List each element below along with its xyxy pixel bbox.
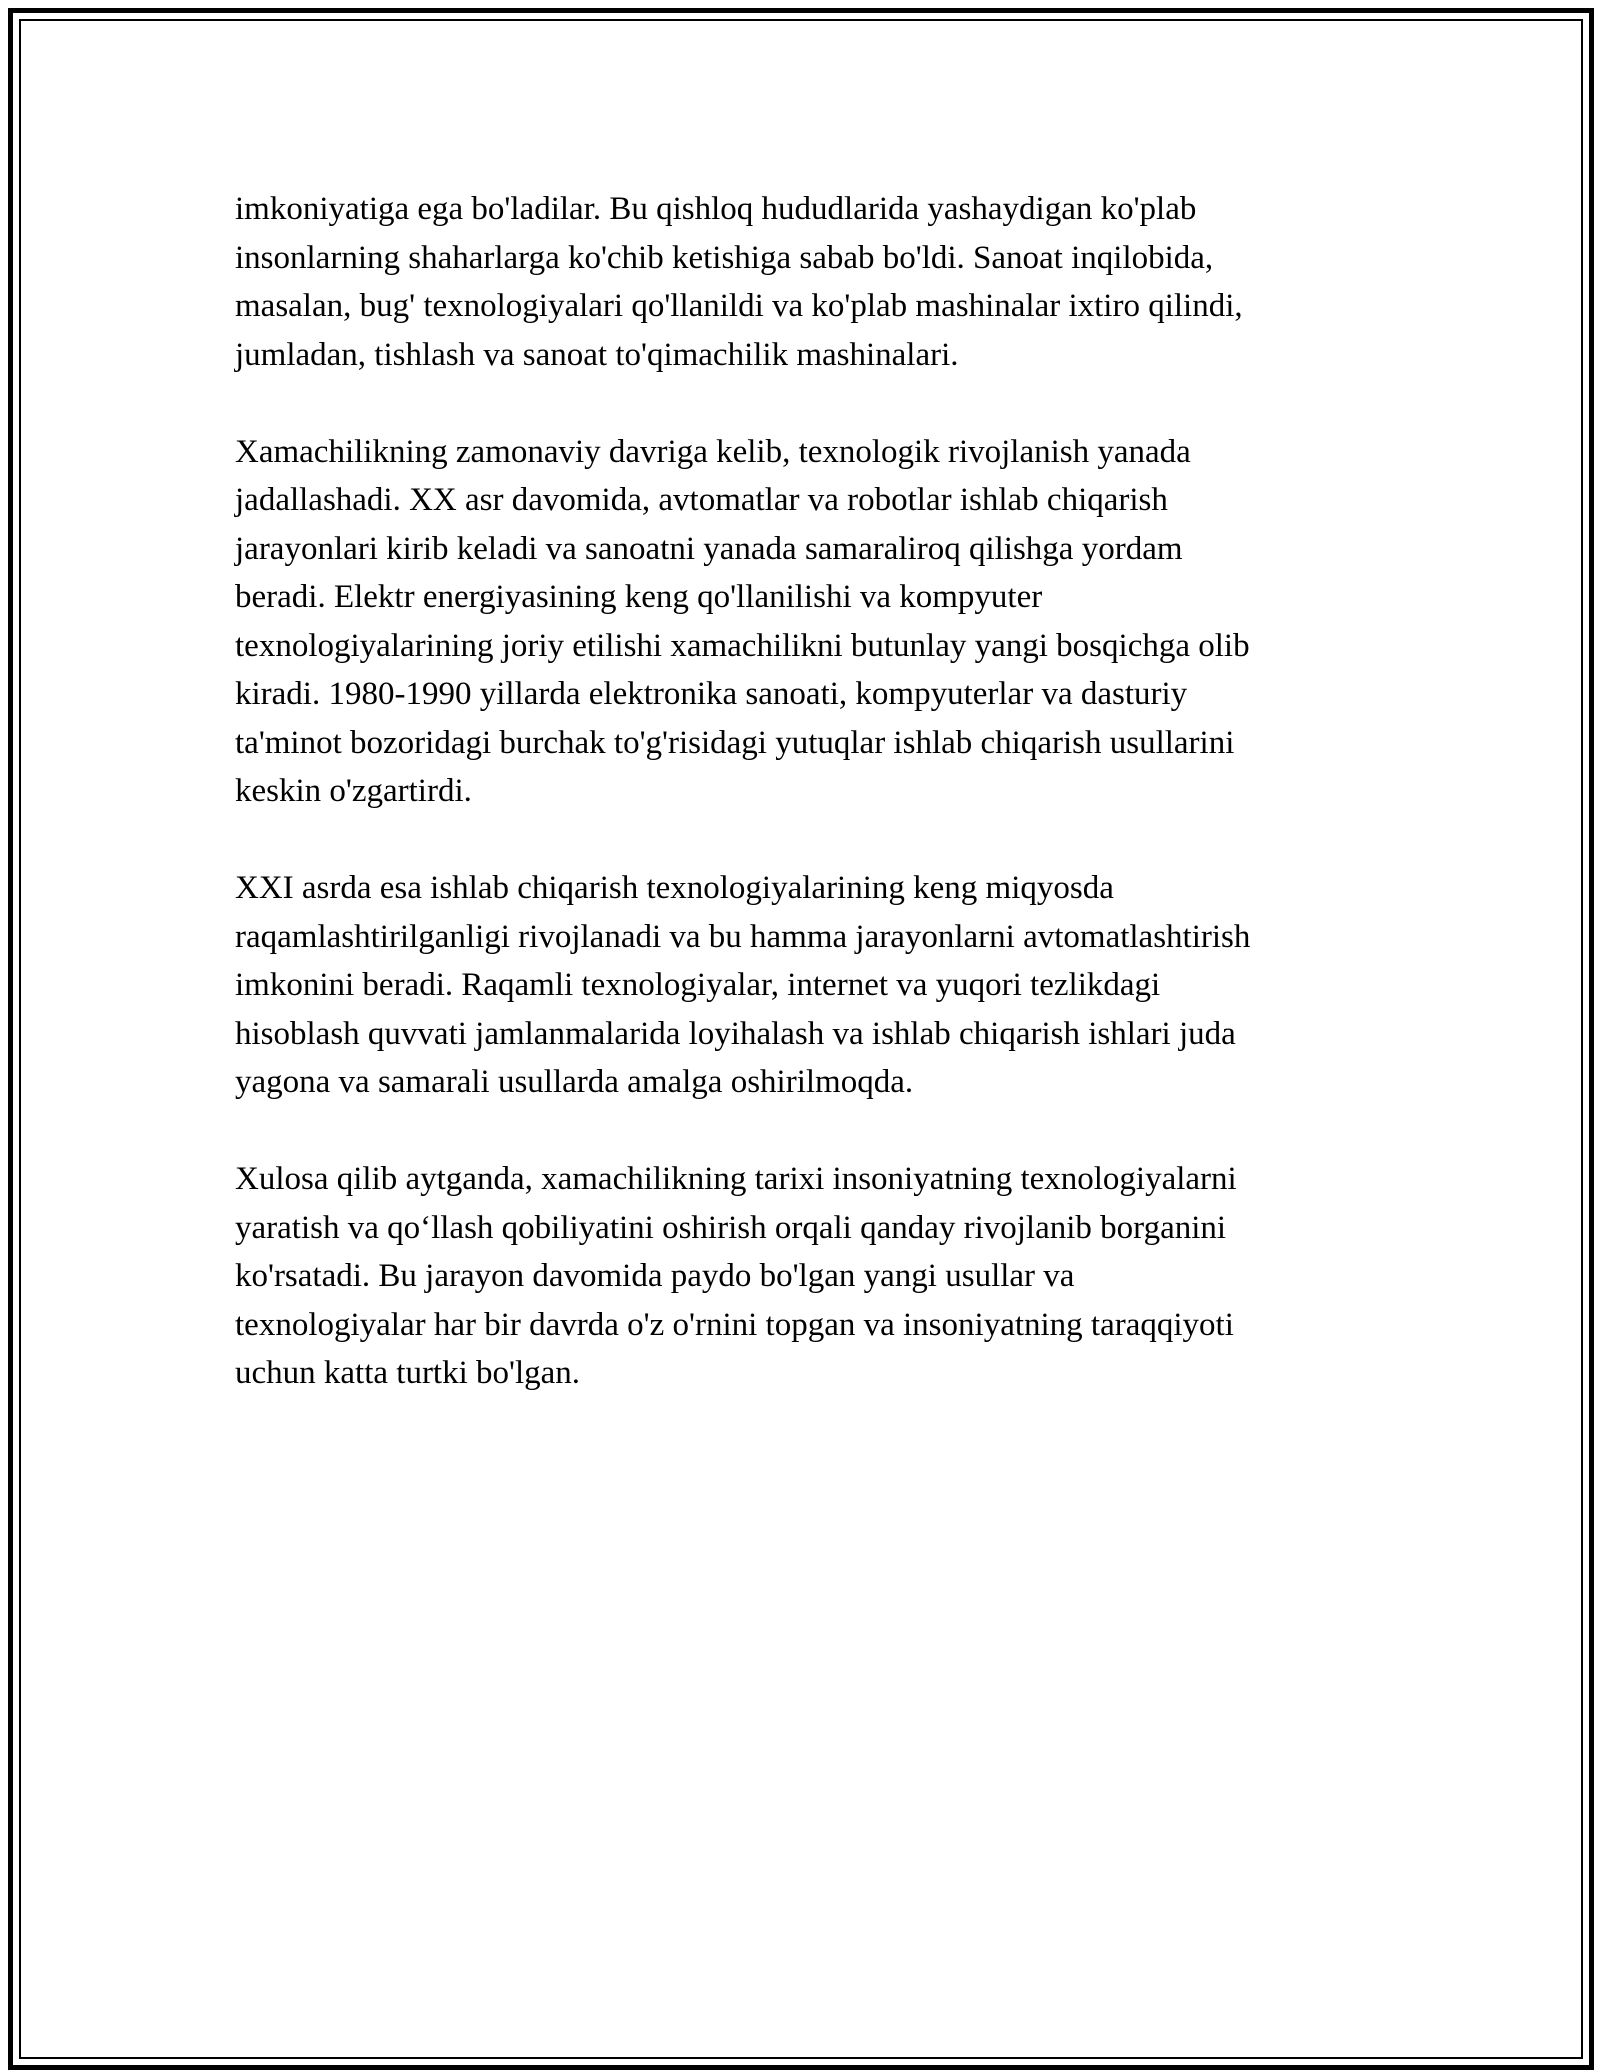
- paragraph-2: [235, 428, 1380, 816]
- text-line: imkonini beradi. Raqamli texnologiyalar, internet va yuqori tezlikdagi: [235, 967, 1161, 1003]
- text-line: XXI asrda esa ishlab chiqarish texnologiyalarining keng miqyosda: [235, 870, 1114, 906]
- text-line: jumladan, tishlash va sanoat to'qimachilik mashinalari.: [235, 336, 959, 373]
- text-line: texnologiyalar har bir davrda o'z o'rnini topgan va insoniyatning taraqqiyoti: [235, 1306, 1234, 1343]
- text-line: ta'minot bozoridagi burchak to'g'risidagi yutuqlar ishlab chiqarish usullarini: [235, 724, 1235, 761]
- text-line: masalan, bug' texnologiyalari qo'llanildi va ko'plab mashinalar ixtiro qilindi,: [235, 288, 1243, 324]
- text-line: Xulosa qilib aytganda, xamachilikning tarixi insoniyatning texnologiyalarni: [235, 1161, 1237, 1197]
- text-line: kiradi. 1980-1990 yillarda elektronika sanoati, kompyuterlar va dasturiy: [235, 676, 1188, 712]
- text-line: hisoblash quvvati jamlanmalarida loyihalash va ishlab chiqarish ishlari juda: [235, 1015, 1236, 1052]
- text-line: Xamachilikning zamonaviy davriga kelib, texnologik rivojlanish yanada: [235, 433, 1191, 470]
- text-line: keskin o'zgartirdi.: [235, 773, 472, 809]
- text-line: jarayonlari kirib keladi va sanoatni yanada samaraliroq qilishga yordam: [235, 530, 1183, 567]
- text-line: raqamlashtirilganligi rivojlanadi va bu hamma jarayonlarni avtomatlashtirish: [235, 918, 1251, 955]
- paragraph-3: [235, 864, 1380, 1107]
- text-line: yaratish va qo‘llash qobiliyatini oshirish orqali qanday rivojlanib borganini: [235, 1209, 1227, 1246]
- text-line: beradi. Elektr energiyasining keng qo'llanilishi va kompyuter: [235, 579, 1043, 615]
- text-line: ko'rsatadi. Bu jarayon davomida paydo bo'lgan yangi usullar va: [235, 1258, 1075, 1294]
- text-line: jadallashadi. XX asr davomida, avtomatlar va robotlar ishlab chiqarish: [235, 482, 1168, 518]
- text-line: uchun katta turtki bo'lgan.: [235, 1355, 581, 1391]
- document-body: [235, 185, 1380, 1446]
- paragraph-4: [235, 1155, 1380, 1398]
- text-line: texnologiyalarining joriy etilishi xamachilikni butunlay yangi bosqichga olib: [235, 627, 1250, 664]
- text-line: insonlarning shaharlarga ko'chib ketishiga sabab bo'ldi. Sanoat inqilobida,: [235, 239, 1214, 276]
- paragraph-1: [235, 185, 1380, 379]
- text-line: imkoniyatiga ega bo'ladilar. Bu qishloq hududlarida yashaydigan ko'plab: [235, 191, 1197, 227]
- text-line: yagona va samarali usullarda amalga oshirilmoqda.: [235, 1064, 914, 1100]
